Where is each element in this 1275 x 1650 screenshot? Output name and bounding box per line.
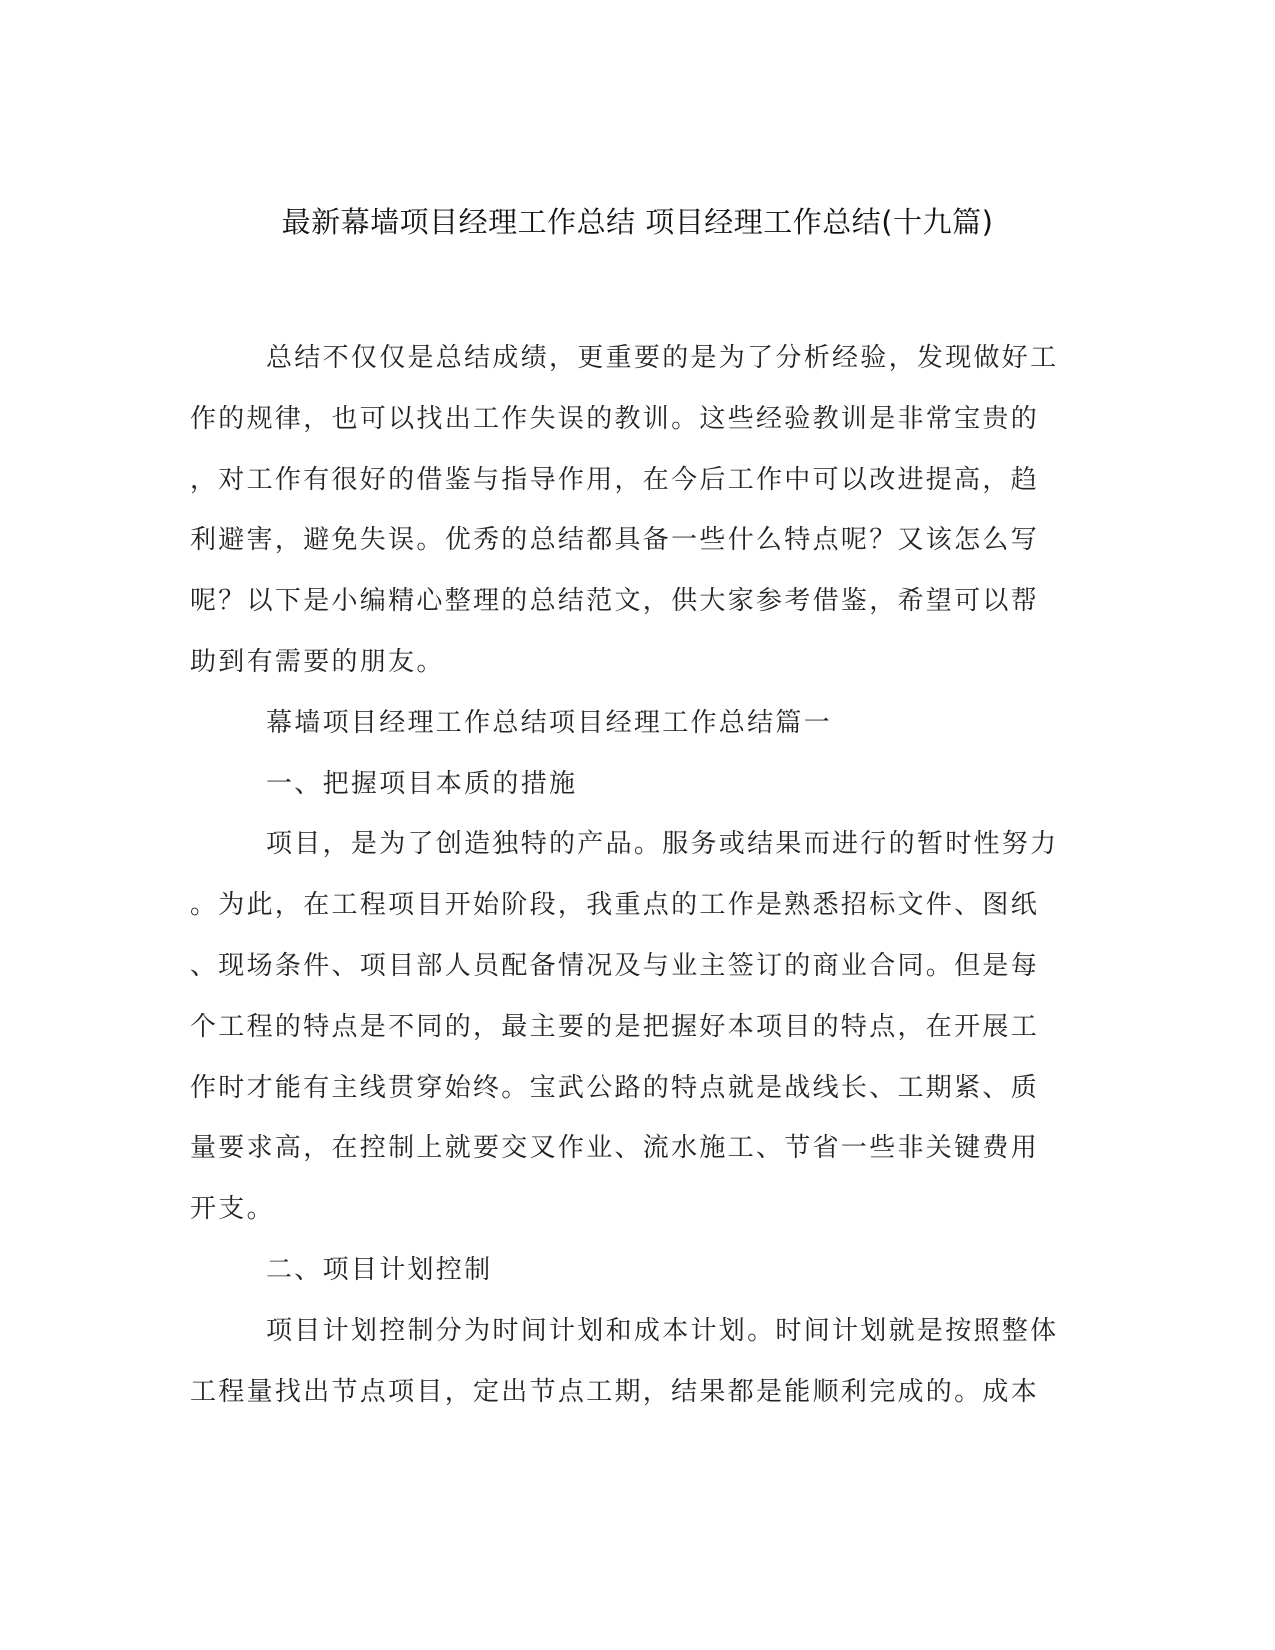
text-line: 量要求高，在控制上就要交叉作业、流水施工、节省一些非关键费用 [190,1133,1040,1164]
text-line: 项目，是为了创造独特的产品。服务或结果而进行的暂时性努力 [266,829,1059,860]
text-line: 、现场条件、项目部人员配备情况及与业主签订的商业合同。但是每 [190,950,1040,981]
text-line: 工程量找出节点项目，定出节点工期，结果都是能顺利完成的。成本 [190,1376,1040,1407]
text-line: 助到有需要的朋友。 [190,646,445,677]
section-heading: 幕墙项目经理工作总结项目经理工作总结篇一 [266,707,833,738]
document-title: 最新幕墙项目经理工作总结 项目经理工作总结(十九篇) [281,205,994,239]
text-line: 作的规律，也可以找出工作失误的教训。这些经验教训是非常宝贵的 [190,403,1040,434]
subsection-heading: 二、项目计划控制 [266,1254,493,1285]
subsection-heading: 一、把握项目本质的措施 [266,768,578,799]
text-line: 个工程的特点是不同的，最主要的是把握好本项目的特点，在开展工 [190,1011,1040,1042]
text-line: 。为此，在工程项目开始阶段，我重点的工作是熟悉招标文件、图纸 [190,890,1040,921]
text-line: 作时才能有主线贯穿始终。宝武公路的特点就是战线长、工期紧、质 [190,1072,1040,1103]
text-line: 项目计划控制分为时间计划和成本计划。时间计划就是按照整体 [266,1315,1059,1346]
text-line: 总结不仅仅是总结成绩，更重要的是为了分析经验，发现做好工 [266,343,1059,373]
text-line: ，对工作有很好的借鉴与指导作用，在今后工作中可以改进提高，趋 [190,464,1040,495]
text-line: 开支。 [190,1194,275,1225]
document-body [190,328,1080,1422]
text-line: 呢？以下是小编精心整理的总结范文，供大家参考借鉴，希望可以帮 [190,586,1040,617]
text-line: 利避害，避免失误。优秀的总结都具备一些什么特点呢？又该怎么写 [190,525,1040,556]
